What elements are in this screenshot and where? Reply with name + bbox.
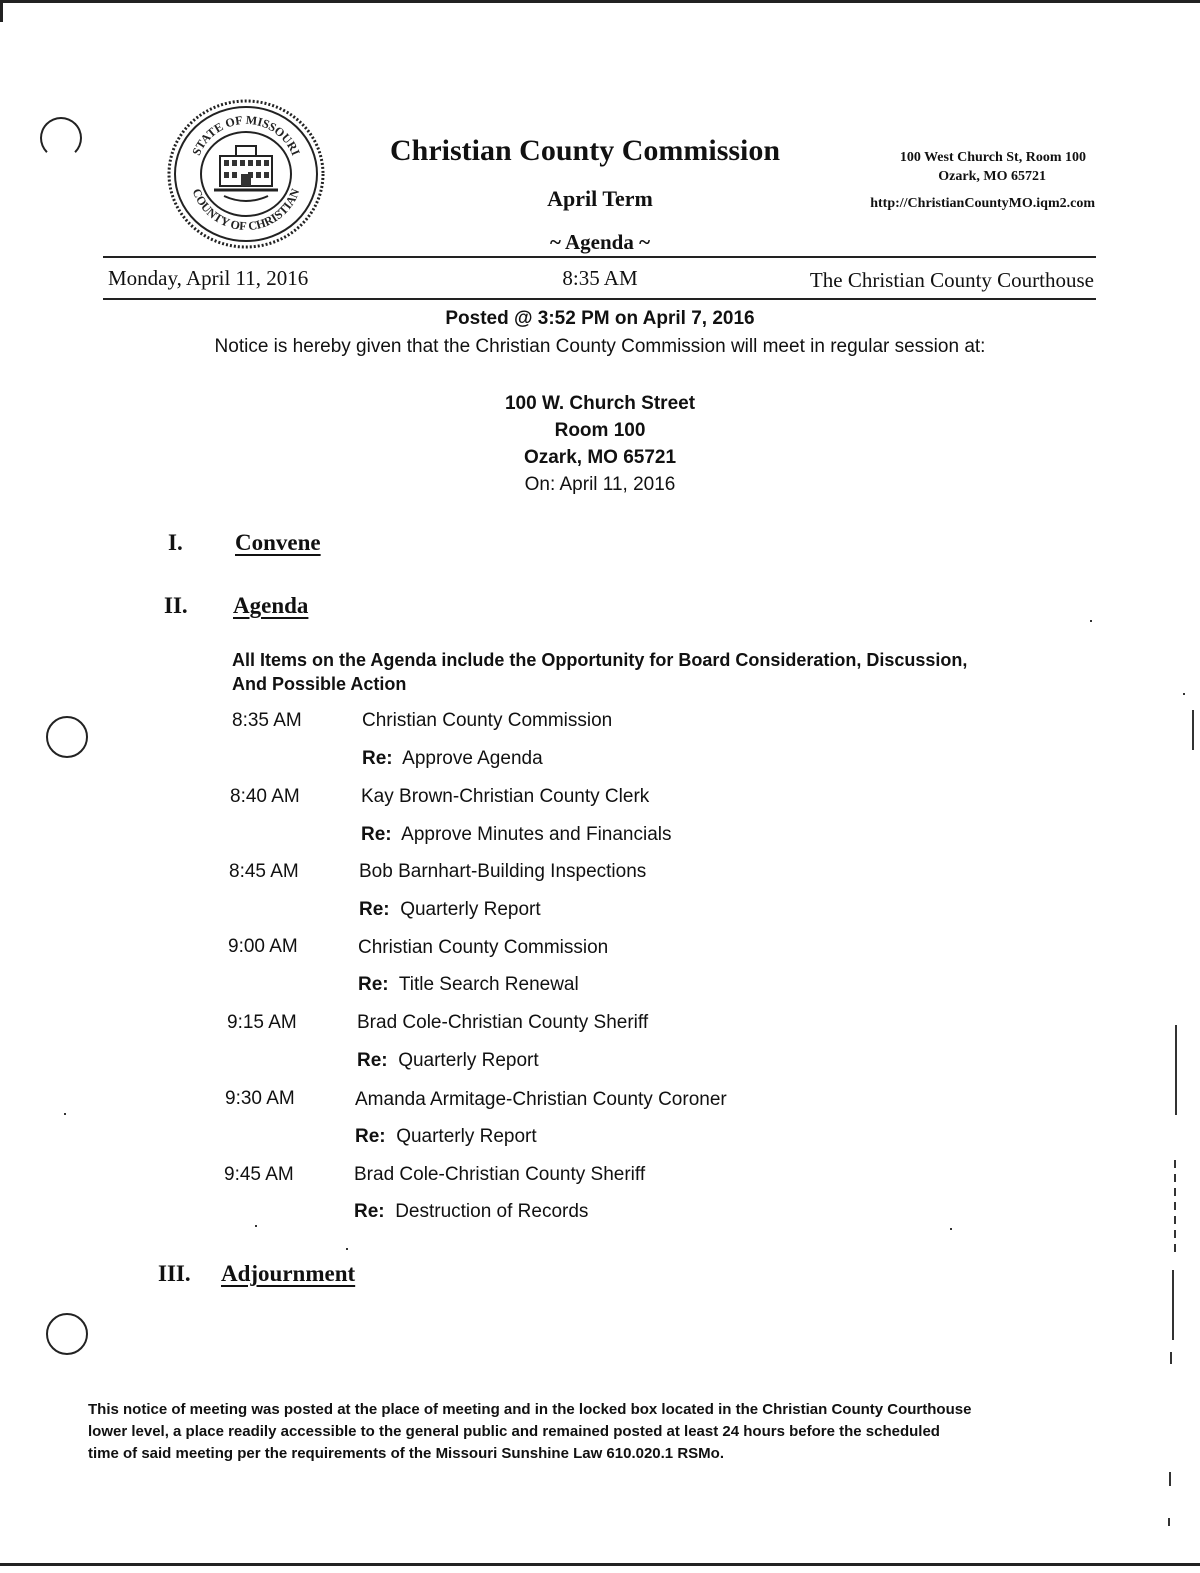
agenda-item-time: 8:45 AM: [229, 861, 299, 882]
agenda-item-presenter: Bob Barnhart-Building Inspections: [359, 861, 647, 882]
agenda-item-time: 9:00 AM: [228, 936, 298, 957]
agenda-item-presenter: Brad Cole-Christian County Sheriff: [354, 1164, 646, 1185]
scan-speck: [1090, 620, 1092, 622]
svg-text:STATE OF MISSOURI: STATE OF MISSOURI: [189, 112, 303, 158]
agenda-item-time: 8:40 AM: [230, 786, 300, 807]
address-block: [848, 148, 1098, 213]
scan-margin-line: [1192, 710, 1194, 750]
meeting-place: The Christian County Courthouse: [809, 268, 1094, 292]
footer-line1: This notice of meeting was posted at the place of meeting and in the locked box located in the Christian County Courthouse: [88, 1401, 972, 1418]
footer-notice: [88, 1399, 1048, 1465]
meeting-date: Monday, April 11, 2016: [108, 266, 309, 290]
agenda-note: [232, 648, 1052, 696]
agenda-note-line1: All Items on the Agenda include the Opportunity for Board Consideration, Discussion,: [232, 650, 968, 670]
section-numeral-1: I.: [168, 530, 183, 555]
agenda-item-subject: Re: Quarterly Report: [355, 1126, 537, 1147]
address-line2: Ozark, MO 65721: [938, 169, 1046, 184]
section-title-adjournment: Adjournment: [221, 1261, 356, 1286]
agenda-item-subject: Re: Approve Agenda: [362, 748, 543, 769]
notice-intro: Notice is hereby given that the Christian County Commission will meet in regular session at:: [214, 336, 986, 357]
punch-hole-bottom: [46, 1313, 88, 1355]
scan-margin-line: [1172, 1270, 1174, 1340]
agenda-item-presenter: Christian County Commission: [362, 710, 613, 731]
agenda-note-line2: And Possible Action: [232, 674, 407, 694]
agenda-item-subject: Re: Destruction of Records: [354, 1201, 589, 1222]
page-bottom-edge: [0, 1563, 1200, 1566]
section-numeral-2: II.: [164, 593, 188, 618]
footer-line3: time of said meeting per the requirements of the Missouri Sunshine Law 610.020.1 RSMo.: [88, 1445, 724, 1462]
punch-hole-top: [40, 117, 82, 159]
agenda-item-subject: Re: Approve Minutes and Financials: [361, 824, 672, 845]
agenda-item-presenter: Brad Cole-Christian County Sheriff: [357, 1012, 649, 1033]
agenda-item-subject: Re: Quarterly Report: [357, 1050, 539, 1071]
punch-hole-middle: [46, 716, 88, 758]
website-link[interactable]: http://ChristianCountyMO.iqm2.com: [870, 196, 1095, 211]
section-numeral-3: III.: [158, 1261, 191, 1286]
agenda-item-time: 8:35 AM: [232, 710, 302, 731]
meeting-location: [400, 390, 800, 498]
address-line1: 100 West Church St, Room 100: [899, 150, 1086, 165]
agenda-item-time: 9:15 AM: [227, 1012, 297, 1033]
footer-line2: lower level, a place readily accessible to the general public and remained posted at least 24 hours before the scheduled: [88, 1423, 940, 1440]
scan-speck: [64, 1113, 66, 1115]
scan-speck: [255, 1225, 257, 1227]
section-title-agenda: Agenda: [233, 593, 309, 618]
scan-margin-line: [1170, 1352, 1172, 1364]
meeting-time: 8:35 AM: [562, 266, 638, 290]
header-rule-bottom: [103, 298, 1096, 300]
location-city: Ozark, MO 65721: [523, 447, 677, 468]
agenda-item-presenter: Kay Brown-Christian County Clerk: [361, 786, 650, 807]
section-title-convene: Convene: [235, 530, 321, 555]
page-top-edge: [0, 0, 1200, 3]
scan-margin-line: [1175, 1025, 1177, 1115]
page-left-edge: [0, 0, 3, 22]
agenda-item-presenter: Christian County Commission: [358, 937, 609, 958]
page-title: Christian County Commission: [390, 134, 781, 167]
location-date: On: April 11, 2016: [524, 474, 676, 495]
county-seal: [166, 98, 326, 250]
agenda-item-presenter: Amanda Armitage-Christian County Coroner: [355, 1089, 727, 1110]
svg-text:COUNTY OF CHRISTIAN: COUNTY OF CHRISTIAN: [189, 186, 303, 234]
location-street: 100 W. Church Street: [504, 393, 696, 414]
posted-notice: Posted @ 3:52 PM on April 7, 2016: [445, 308, 755, 329]
scan-speck: [950, 1228, 952, 1230]
agenda-item-subject: Re: Quarterly Report: [359, 899, 541, 920]
scan-margin-line: [1168, 1518, 1170, 1526]
agenda-item-time: 9:45 AM: [224, 1164, 294, 1185]
scan-speck: [346, 1248, 348, 1250]
location-room: Room 100: [554, 420, 646, 441]
scan-speck: [1183, 693, 1185, 695]
term-label: April Term: [547, 186, 653, 211]
agenda-item-time: 9:30 AM: [225, 1088, 295, 1109]
scan-margin-line: [1174, 1160, 1176, 1255]
agenda-label: ~ Agenda ~: [549, 230, 651, 254]
header-rule-top: [103, 256, 1096, 258]
scan-margin-line: [1169, 1472, 1171, 1486]
agenda-item-subject: Re: Title Search Renewal: [358, 974, 579, 995]
